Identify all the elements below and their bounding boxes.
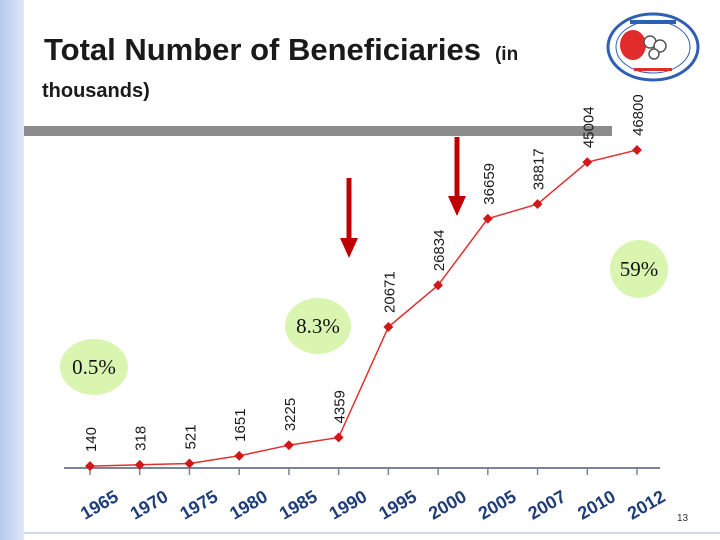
title-unit-open: (in <box>494 44 519 65</box>
series-line <box>90 150 637 466</box>
percent-bubble-59: 59% <box>610 240 668 298</box>
data-point-1990 <box>334 433 344 443</box>
x-label-1990: 1990 <box>325 486 371 524</box>
arrow-head-2003 <box>448 196 466 216</box>
x-label-1980: 1980 <box>226 486 271 524</box>
data-point-1980 <box>234 451 244 461</box>
x-label-2010: 2010 <box>574 486 619 524</box>
x-label-1995: 1995 <box>375 486 421 524</box>
data-point-1985 <box>284 440 294 450</box>
x-label-1965: 1965 <box>77 486 122 524</box>
title-main: Total Number of Beneficiaries <box>44 32 481 67</box>
data-point-2012 <box>632 145 642 155</box>
data-label-2012: 46800 <box>630 94 647 136</box>
bottom-rule <box>24 532 720 534</box>
x-label-1985: 1985 <box>275 486 321 524</box>
title-unit-close: thousands) <box>42 80 150 102</box>
data-point-1965 <box>85 461 95 471</box>
x-label-2005: 2005 <box>474 486 520 524</box>
data-label-1965: 140 <box>83 427 100 453</box>
data-label-1985: 3225 <box>281 397 299 432</box>
data-label-1990: 4359 <box>331 390 349 424</box>
data-label-2010: 45004 <box>580 106 598 149</box>
page-number: 13 <box>677 513 689 524</box>
data-point-1975 <box>185 459 195 469</box>
data-label-1980: 1651 <box>232 408 250 442</box>
x-label-2012: 2012 <box>624 486 669 524</box>
arrow-head-1990 <box>340 238 358 258</box>
data-label-2000: 26834 <box>431 229 449 272</box>
data-label-1995: 20671 <box>381 271 399 313</box>
x-label-1970: 1970 <box>126 486 172 524</box>
data-label-1970: 318 <box>132 425 150 451</box>
data-label-1975: 521 <box>182 424 200 450</box>
percent-bubble-8-3: 8.3% <box>285 298 351 354</box>
x-label-2007: 2007 <box>524 486 570 524</box>
percent-bubble-0-5: 0.5% <box>60 339 128 395</box>
data-label-2007: 38817 <box>530 148 548 191</box>
data-label-2005: 36659 <box>480 162 498 205</box>
x-label-1975: 1975 <box>176 486 222 524</box>
x-label-2000: 2000 <box>425 486 470 524</box>
